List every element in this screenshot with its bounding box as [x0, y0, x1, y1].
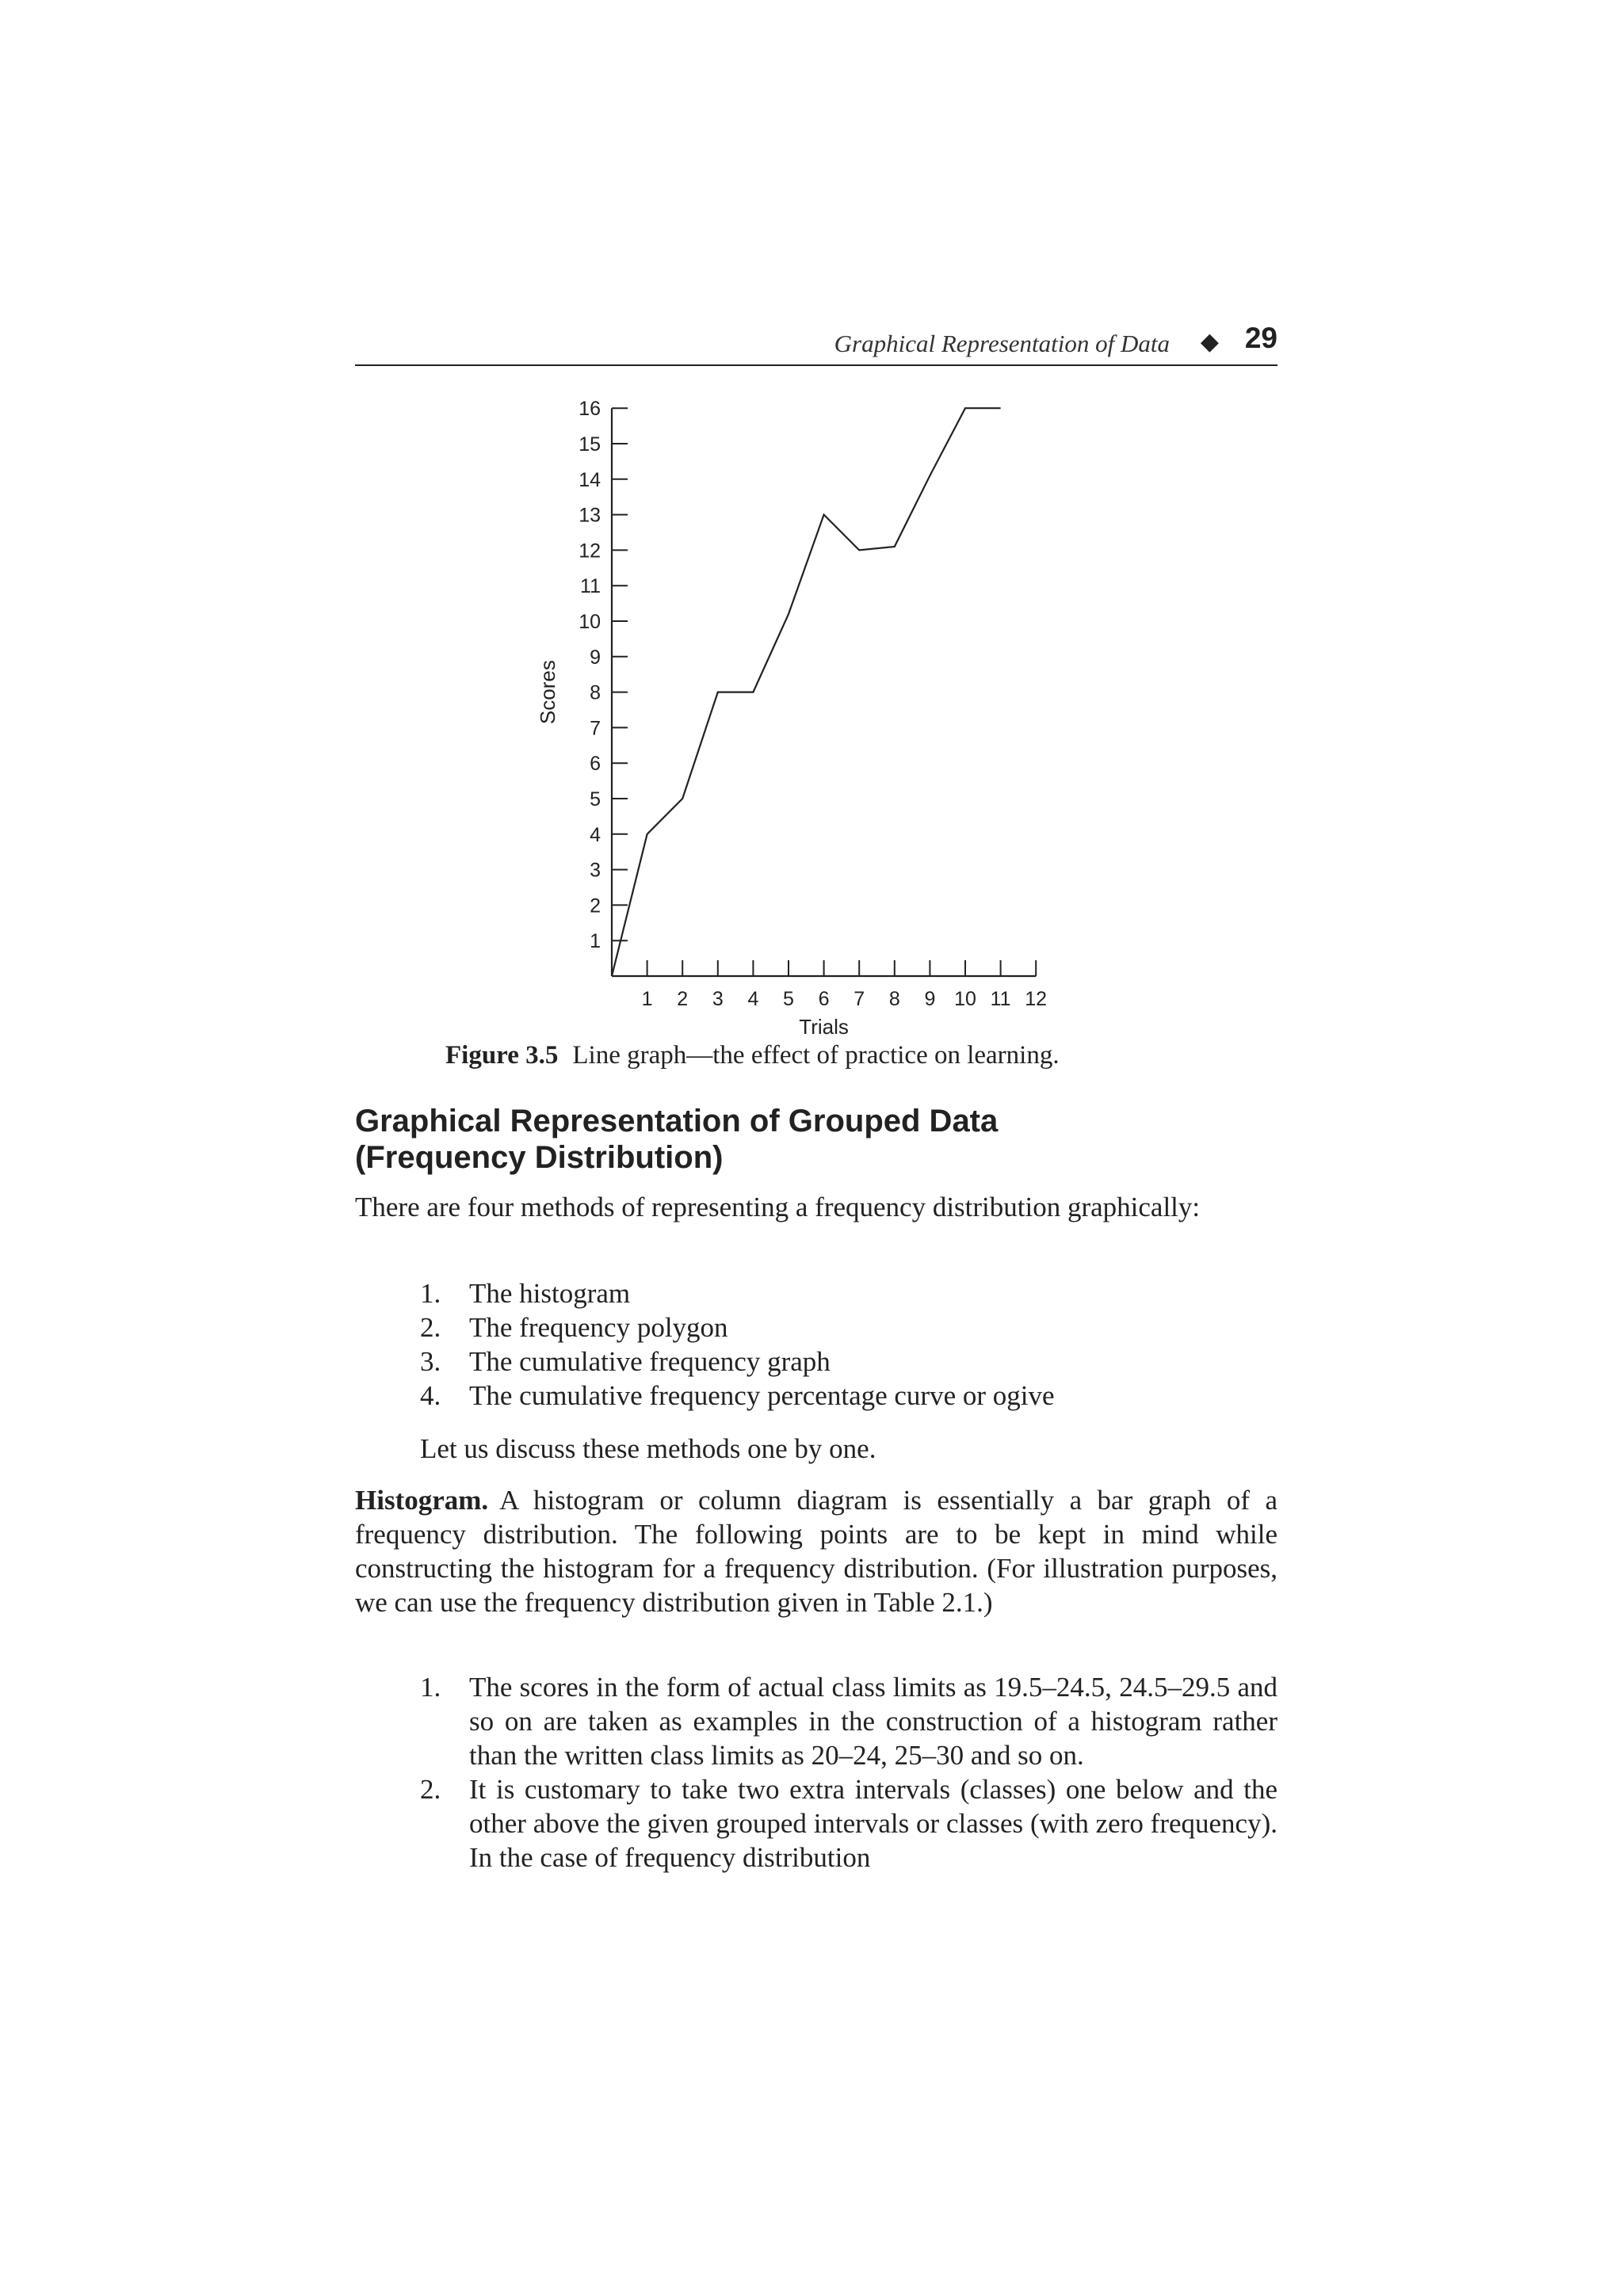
chart-ticks: [579, 398, 1047, 1010]
section-heading-line1: Graphical Representation of Grouped Data: [355, 1104, 999, 1138]
y-tick-label: 6: [590, 753, 601, 776]
list-item-text: The cumulative frequency percentage curve or ogive: [469, 1380, 1055, 1411]
y-tick-label: 4: [590, 823, 601, 846]
diamond-icon: ◆: [1200, 329, 1219, 355]
x-tick-label: 5: [783, 988, 794, 1010]
histogram-text: A histogram or column diagram is essentially a bar graph of a frequency distribution. The following points are to be kept in mind while constructing the histogram for a frequency distribution. (For illustration purposes, we can use the frequency distribution given in Table 2.1.): [355, 1485, 1277, 1618]
list-item-text: The cumulative frequency graph: [469, 1346, 831, 1377]
x-tick-label: 8: [888, 988, 900, 1010]
section-heading-line2: (Frequency Distribution): [355, 1140, 724, 1175]
section-heading: [355, 1103, 1277, 1176]
series-line: [612, 408, 1001, 976]
chart-axes: [612, 408, 1036, 976]
discuss-paragraph: Let us discuss these methods one by one.: [420, 1433, 876, 1464]
x-tick-label: 12: [1025, 988, 1048, 1010]
figure-label: Figure 3.5: [445, 1041, 559, 1070]
y-tick-label: 10: [579, 611, 601, 633]
list-item-text: It is customary to take two extra intervals (classes) one below and the other above the given grouped intervals or classes (with zero frequency). In the case of frequency distribution: [469, 1774, 1277, 1873]
list-item-number: 2.: [420, 1774, 441, 1805]
list-item: [420, 1344, 1055, 1379]
list-item-number: 1.: [420, 1278, 441, 1309]
list-item: [420, 1276, 1055, 1310]
y-tick-label: 16: [579, 398, 601, 421]
x-tick-label: 1: [641, 988, 653, 1010]
y-tick-label: 11: [580, 575, 601, 598]
x-tick-label: 11: [990, 988, 1011, 1010]
y-tick-label: 15: [579, 433, 601, 456]
methods-list: [420, 1276, 1055, 1413]
list-item-number: 3.: [420, 1346, 441, 1377]
histogram-points-list: [420, 1670, 1277, 1875]
list-item: [420, 1379, 1055, 1413]
line-chart: [0, 0, 1623, 1046]
y-tick-label: 5: [590, 788, 601, 810]
y-tick-label: 3: [590, 859, 601, 882]
y-tick-label: 7: [590, 717, 601, 740]
y-tick-label: 1: [590, 930, 601, 953]
y-tick-label: 13: [579, 504, 601, 527]
y-tick-label: 8: [590, 681, 601, 704]
list-item: [420, 1310, 1055, 1344]
x-tick-label: 2: [677, 988, 689, 1010]
intro-paragraph: There are four methods of representing a frequency distribution graphically:: [355, 1192, 1201, 1222]
running-title: Graphical Representation of Data: [834, 330, 1170, 357]
x-tick-label: 7: [854, 988, 865, 1010]
x-axis-label: Trials: [799, 1015, 849, 1039]
list-item: [420, 1670, 1277, 1772]
y-axis-label: Scores: [536, 660, 559, 725]
histogram-lead: Histogram.: [355, 1485, 489, 1516]
y-tick-label: 2: [590, 894, 601, 917]
figure-caption: [445, 1041, 1060, 1070]
page-number: 29: [1244, 322, 1277, 354]
figure-caption-text: Line graph—the effect of practice on learning.: [572, 1041, 1060, 1070]
list-item-text: The scores in the form of actual class limits as 19.5–24.5, 24.5–29.5 and so on are taken as examples in the construction of a histogram rather than the written class limits as 20–24, 25–30 and so on.: [469, 1672, 1277, 1771]
y-tick-label: 9: [590, 646, 601, 669]
y-tick-label: 12: [579, 540, 601, 563]
list-item-number: 4.: [420, 1380, 441, 1411]
list-item: [420, 1772, 1277, 1875]
x-tick-label: 10: [954, 988, 976, 1010]
x-tick-label: 6: [818, 988, 830, 1010]
histogram-paragraph: [355, 1483, 1277, 1619]
list-item-text: The histogram: [469, 1278, 631, 1309]
y-tick-label: 14: [579, 468, 601, 491]
x-tick-label: 3: [712, 988, 724, 1010]
x-tick-label: 4: [747, 988, 759, 1010]
x-tick-label: 9: [924, 988, 936, 1010]
list-item-text: The frequency polygon: [469, 1312, 728, 1343]
list-item-number: 2.: [420, 1312, 441, 1343]
list-item-number: 1.: [420, 1672, 441, 1703]
